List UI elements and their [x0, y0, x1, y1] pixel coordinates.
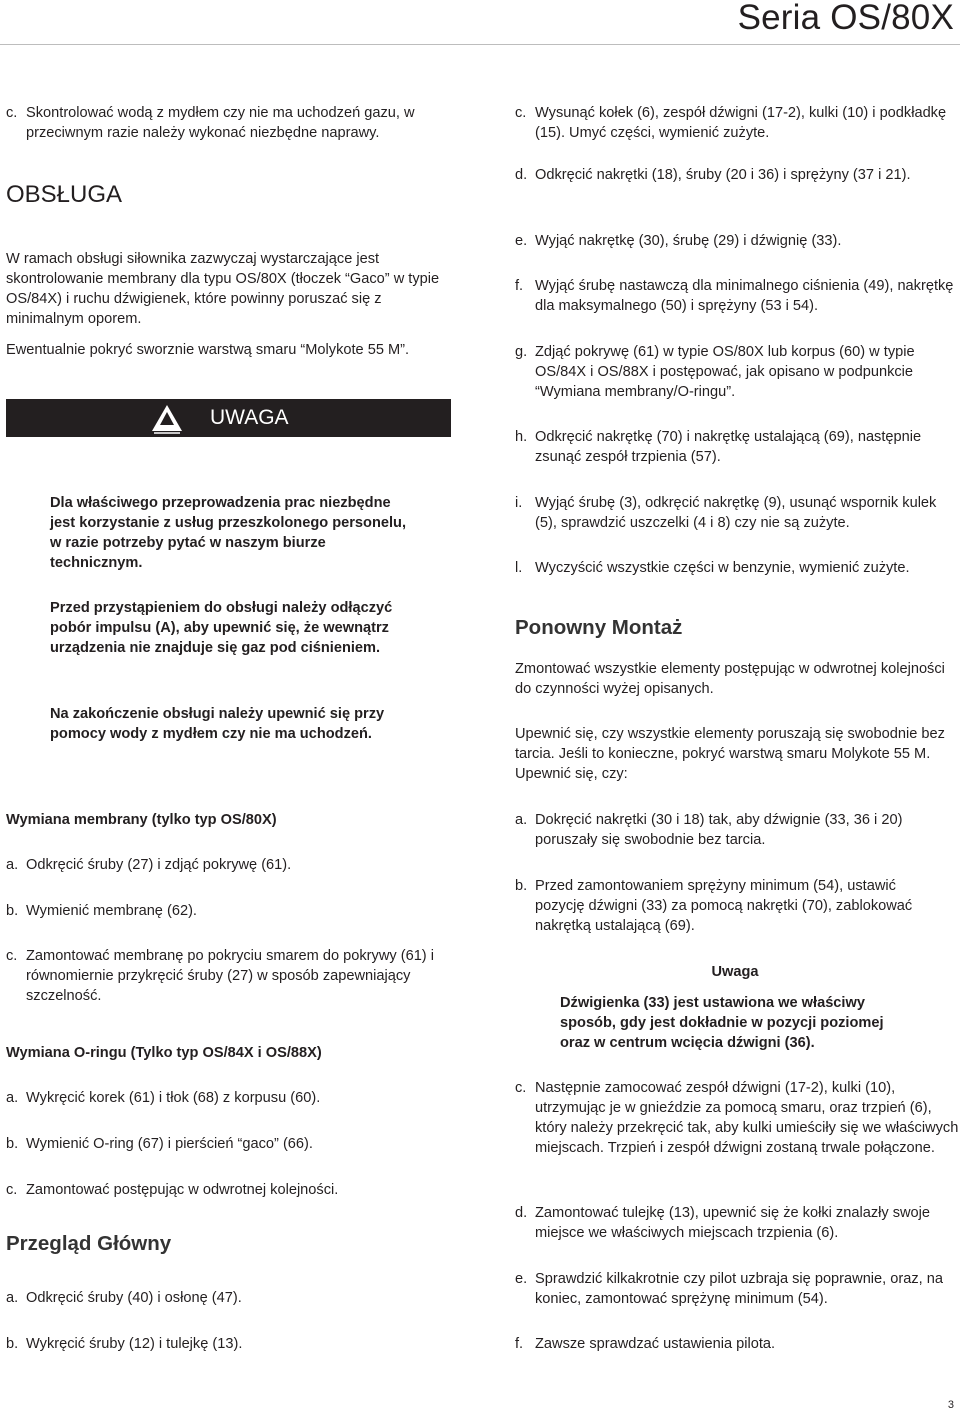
- list-item: h. Odkręcić nakrętkę (70) i nakrętkę ustalającą (69), następnie zsunąć zespół trzpienia (57).: [515, 429, 922, 465]
- montaz-heading: Ponowny Montaż: [515, 616, 683, 639]
- page-title: Seria OS/80X: [737, 0, 954, 37]
- list-item: f. Zawsze sprawdzać ustawienia pilota.: [515, 1336, 776, 1352]
- oring-heading: Wymiana O-ringu (Tylko typ OS/84X i OS/88X): [6, 1045, 322, 1061]
- list-item: b. Wymienić O-ring (67) i pierścień “gaco” (66).: [6, 1136, 313, 1152]
- list-item: b. Przed zamontowaniem sprężyny minimum (54), ustawić pozycję dźwigni (33) za pomocą nakrętki (70), zablokować nakrętką ustalającą (69).: [515, 878, 913, 934]
- list-item: e. Wyjąć nakrętkę (30), śrubę (29) i dźwignię (33).: [515, 233, 842, 249]
- uwaga-label: UWAGA: [210, 406, 289, 429]
- obsluga-heading: OBSŁUGA: [6, 181, 123, 208]
- list-item: c. Wysunąć kołek (6), zespół dźwigni (17-2), kulki (10) i podkładkę (15). Umyć części, wymienić zużyte.: [515, 105, 947, 141]
- uwaga-note: Dźwigienka (33) jest ustawiona we właściwy sposób, gdy jest dokładnie w pozycji poziomej oraz w centrum wcięcia dźwigni (36).: [560, 995, 884, 1051]
- list-item: a. Wykręcić korek (61) i tłok (68) z korpusu (60).: [6, 1090, 321, 1106]
- list-item: b. Wymienić membranę (62).: [6, 903, 197, 919]
- list-item: a. Dokręcić nakrętki (30 i 18) tak, aby dźwignie (33, 36 i 20) poruszały się swobodnie bez tarcia.: [515, 812, 903, 848]
- montaz-paragraph-2: Upewnić się, czy wszystkie elementy poruszają się swobodnie bez tarcia. Jeśli to konieczne, pokryć warstwą smaru Molykote 55 M. Upewnić się, czy:: [515, 726, 945, 782]
- list-item: f. Wyjąć śrubę nastawczą dla minimalnego ciśnienia (49), nakrętkę dla maksymalnego (50) i sprężyny (53 i 54).: [515, 278, 954, 314]
- page-number: 3: [947, 1399, 954, 1411]
- przeglad-heading: Przegląd Główny: [6, 1232, 172, 1255]
- list-item: a. Odkręcić śruby (27) i zdjąć pokrywę (61).: [6, 857, 292, 873]
- warning-paragraph-3: Na zakończenie obsługi należy upewnić się przy pomocy wody z mydłem czy nie ma uchodzeń.: [50, 706, 385, 742]
- intro-item-c: c. Skontrolować wodą z mydłem czy nie ma uchodzeń gazu, w przeciwnym razie należy wykonać niezbędne naprawy.: [6, 105, 415, 141]
- warning-triangle-icon: [150, 403, 184, 435]
- list-item: g. Zdjąć pokrywę (61) w typie OS/80X lub korpus (60) w typie OS/84X i OS/88X i postępować, jak opisano w podpunkcie “Wymiana membrany/O-ringu”.: [515, 344, 915, 400]
- list-item: d. Odkręcić nakrętki (18), śruby (20 i 36) i sprężyny (37 i 21).: [515, 167, 911, 183]
- list-item: b. Wykręcić śruby (12) i tulejkę (13).: [6, 1336, 243, 1352]
- list-item: i. Wyjąć śrubę (3), odkręcić nakrętkę (9), usunąć wspornik kulek (5), sprawdzić uszczelki (4 i 8) czy nie są zużyte.: [515, 495, 937, 531]
- header-divider: [0, 44, 960, 45]
- list-item: l. Wyczyścić wszystkie części w benzynie, wymienić zużyte.: [515, 560, 910, 576]
- obsluga-paragraph-2: Ewentualnie pokryć sworznie warstwą smaru “Molykote 55 M”.: [6, 342, 410, 358]
- obsluga-paragraph-1: W ramach obsługi siłownika zazwyczaj wystarczające jest skontrolowanie membrany dla typu OS/80X (tłoczek “Gaco” w typie OS/84X) i ruchu dźwigienek, które powinny poruszać się z minimalnym oporem.: [6, 251, 440, 327]
- warning-paragraph-2: Przed przystąpieniem do obsługi należy odłączyć pobór impulsu (A), aby upewnić się, że wewnątrz urządzenia nie znajduje się gaz pod ciśnieniem.: [50, 600, 393, 656]
- list-item: a. Odkręcić śruby (40) i osłonę (47).: [6, 1290, 242, 1306]
- list-item: c. Zamontować postępując w odwrotnej kolejności.: [6, 1182, 339, 1198]
- uwaga-small-heading: Uwaga: [711, 964, 759, 980]
- list-item: e. Sprawdzić kilkakrotnie czy pilot uzbraja się poprawnie, oraz, na koniec, zamontować sprężynę minimum (54).: [515, 1271, 944, 1307]
- list-item: c. Zamontować membranę po pokryciu smarem do pokrywy (61) i równomiernie przykręcić śruby (27) w sposób zapewniający szczelność.: [6, 948, 434, 1004]
- list-item: d. Zamontować tulejkę (13), upewnić się że kołki znalazły swoje miejsce we właściwych miejscach trzpienia (6).: [515, 1205, 931, 1241]
- list-item: c. Następnie zamocować zespół dźwigni (17-2), kulki (10), utrzymując je w gnieździe za pomocą smaru, oraz trzpień (6), który należy przekręcić tak, aby kulki umieściły się we właściwych miejscach. Trzpień i zespół dźwigni zostaną trwale połączone.: [515, 1080, 959, 1156]
- montaz-paragraph-1: Zmontować wszystkie elementy postępując w odwrotnej kolejności do czynności wyżej opisanych.: [515, 661, 945, 697]
- membrana-heading: Wymiana membrany (tylko typ OS/80X): [6, 812, 277, 828]
- warning-paragraph-1: Dla właściwego przeprowadzenia prac niezbędne jest korzystanie z usług przeszkolonego personelu, w razie potrzeby pytać w naszym biurze technicznym.: [50, 495, 407, 571]
